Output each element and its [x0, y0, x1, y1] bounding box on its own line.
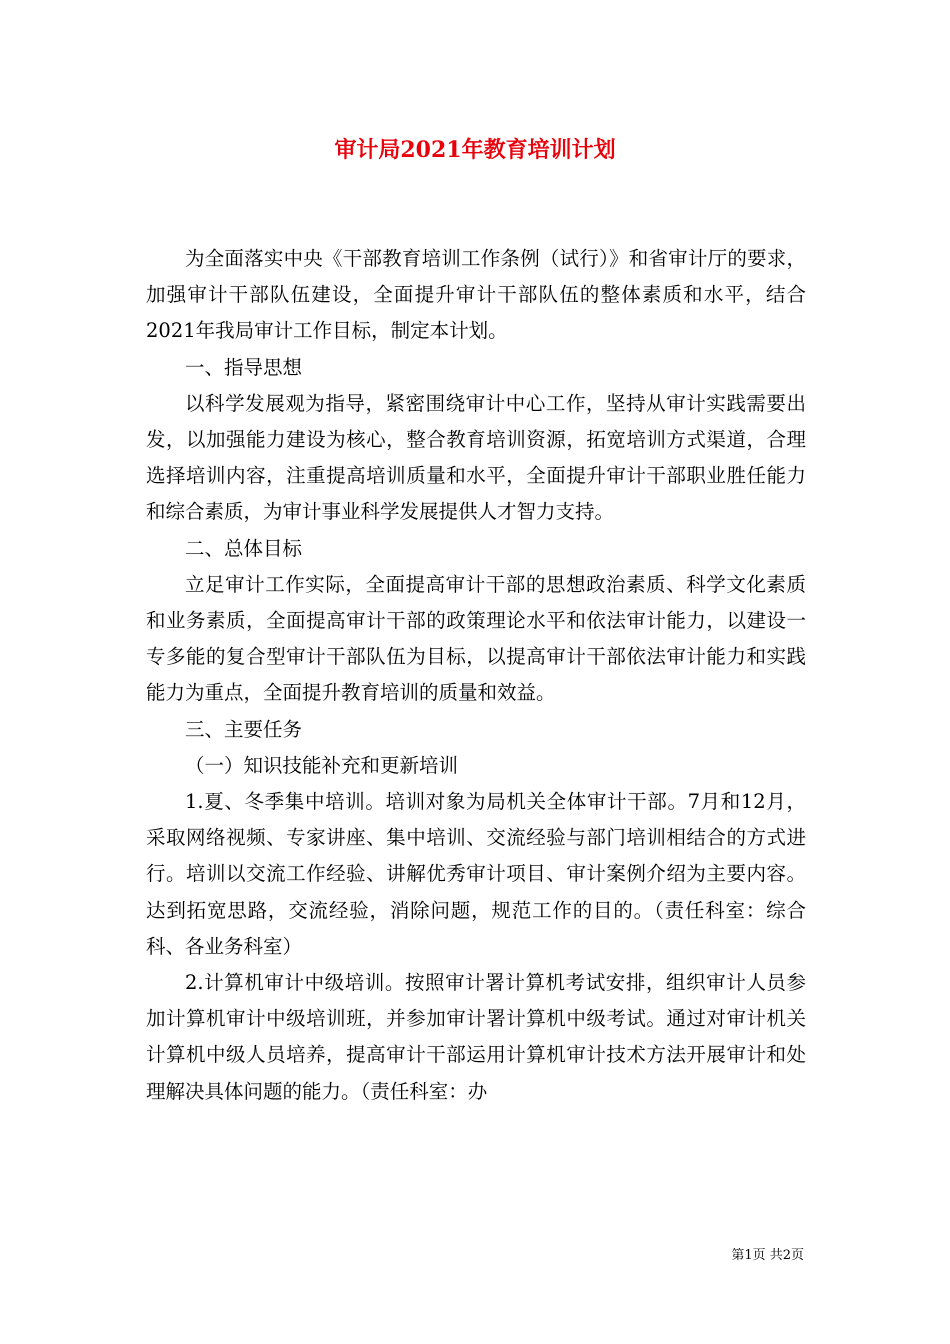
task-paragraph-1: 1.夏、冬季集中培训。培训对象为局机关全体审计干部。7月和12月，采取网络视频、专家讲座、集中培训、交流经验与部门培训相结合的方式进行。培训以交流工作经验、讲解优秀审计项目、审计案例介绍为主要内容。达到拓宽思路，交流经验，消除问题，规范工作的目的。（责任科室：综合科、各业务科室） — [146, 790, 806, 958]
subsection-heading-knowledge-training: （一）知识技能补充和更新培训 — [185, 753, 459, 777]
intro-paragraph: 为全面落实中央《干部教育培训工作条例（试行）》和省审计厅的要求，加强审计干部队伍建设，全面提升审计干部队伍的整体素质和水平，结合2021年我局审计工作目标，制定本计划。 — [146, 247, 806, 343]
document-title: 审计局2021年教育培训计划 — [334, 137, 616, 163]
guiding-ideology-paragraph: 以科学发展观为指导，紧密围绕审计中心工作，坚持从审计实践需要出发，以加强能力建设为核心，整合教育培训资源，拓宽培训方式渠道，合理选择培训内容，注重提高培训质量和水平，全面提升审计干部职业胜任能力和综合素质，为审计事业科学发展提供人才智力支持。 — [146, 391, 806, 524]
overall-goal-paragraph: 立足审计工作实际，全面提高审计干部的思想政治素质、科学文化素质和业务素质，全面提高审计干部的政策理论水平和依法审计能力，以建设一专多能的复合型审计干部队伍为目标，以提高审计干部依法审计能力和实践能力为重点，全面提升教育培训的质量和效益。 — [146, 572, 806, 705]
section-heading-overall-goal: 二、总体目标 — [185, 536, 303, 560]
page-number-footer: 第1页 共2页 — [731, 1248, 804, 1263]
section-heading-guiding-ideology: 一、指导思想 — [185, 355, 303, 379]
task-paragraph-2: 2.计算机审计中级培训。按照审计署计算机考试安排，组织审计人员参加计算机审计中级培训班，并参加审计署计算机中级考试。通过对审计机关计算机中级人员培养，提高审计干部运用计算机审计技术方法开展审计和处理解决具体问题的能力。（责任科室：办 — [146, 971, 806, 1103]
document-body — [146, 241, 806, 1110]
section-heading-main-tasks: 三、主要任务 — [185, 717, 303, 741]
